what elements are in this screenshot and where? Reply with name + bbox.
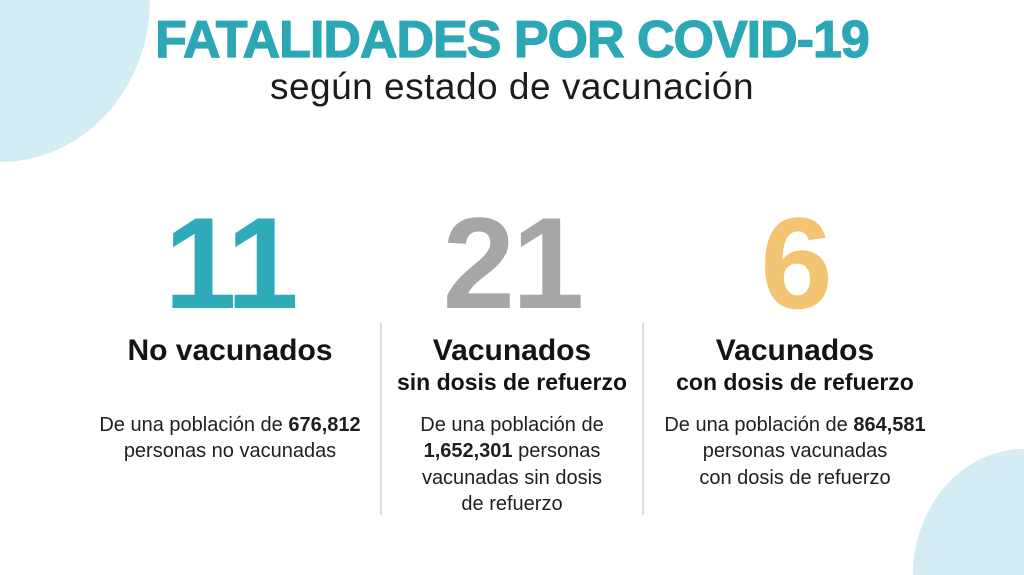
group-sublabel: sin dosis de refuerzo <box>396 369 628 395</box>
fatality-count-vacunados-con-refuerzo: 6 <box>760 190 830 336</box>
group-label: Vacunados <box>715 334 875 367</box>
page-subtitle: según estado de vacunación <box>269 66 755 107</box>
population-text: De una población de 1,652,301 personas vacunadas sin dosis de refuerzo <box>420 414 604 516</box>
fatality-count-no-vacunados: 11 <box>164 190 296 336</box>
group-labels <box>80 334 380 412</box>
group-labels <box>362 334 662 412</box>
population-text: De una población de 676,812 personas no vacunadas <box>99 414 361 463</box>
stat-column-no-vacunados <box>80 190 380 465</box>
population-text: De una población de 864,581 personas vacunadas con dosis de refuerzo <box>664 414 926 489</box>
group-labels <box>645 334 945 412</box>
fatality-count-vacunados-sin-refuerzo: 21 <box>442 190 582 336</box>
header <box>0 11 1024 107</box>
group-sublabel: con dosis de refuerzo <box>676 369 914 395</box>
page-title: FATALIDADES POR COVID-19 <box>155 11 869 69</box>
group-label: No vacunados <box>127 334 333 367</box>
stat-column-vacunados-sin-refuerzo <box>362 190 662 518</box>
group-label: Vacunados <box>432 334 592 367</box>
stat-column-vacunados-con-refuerzo <box>645 190 945 491</box>
